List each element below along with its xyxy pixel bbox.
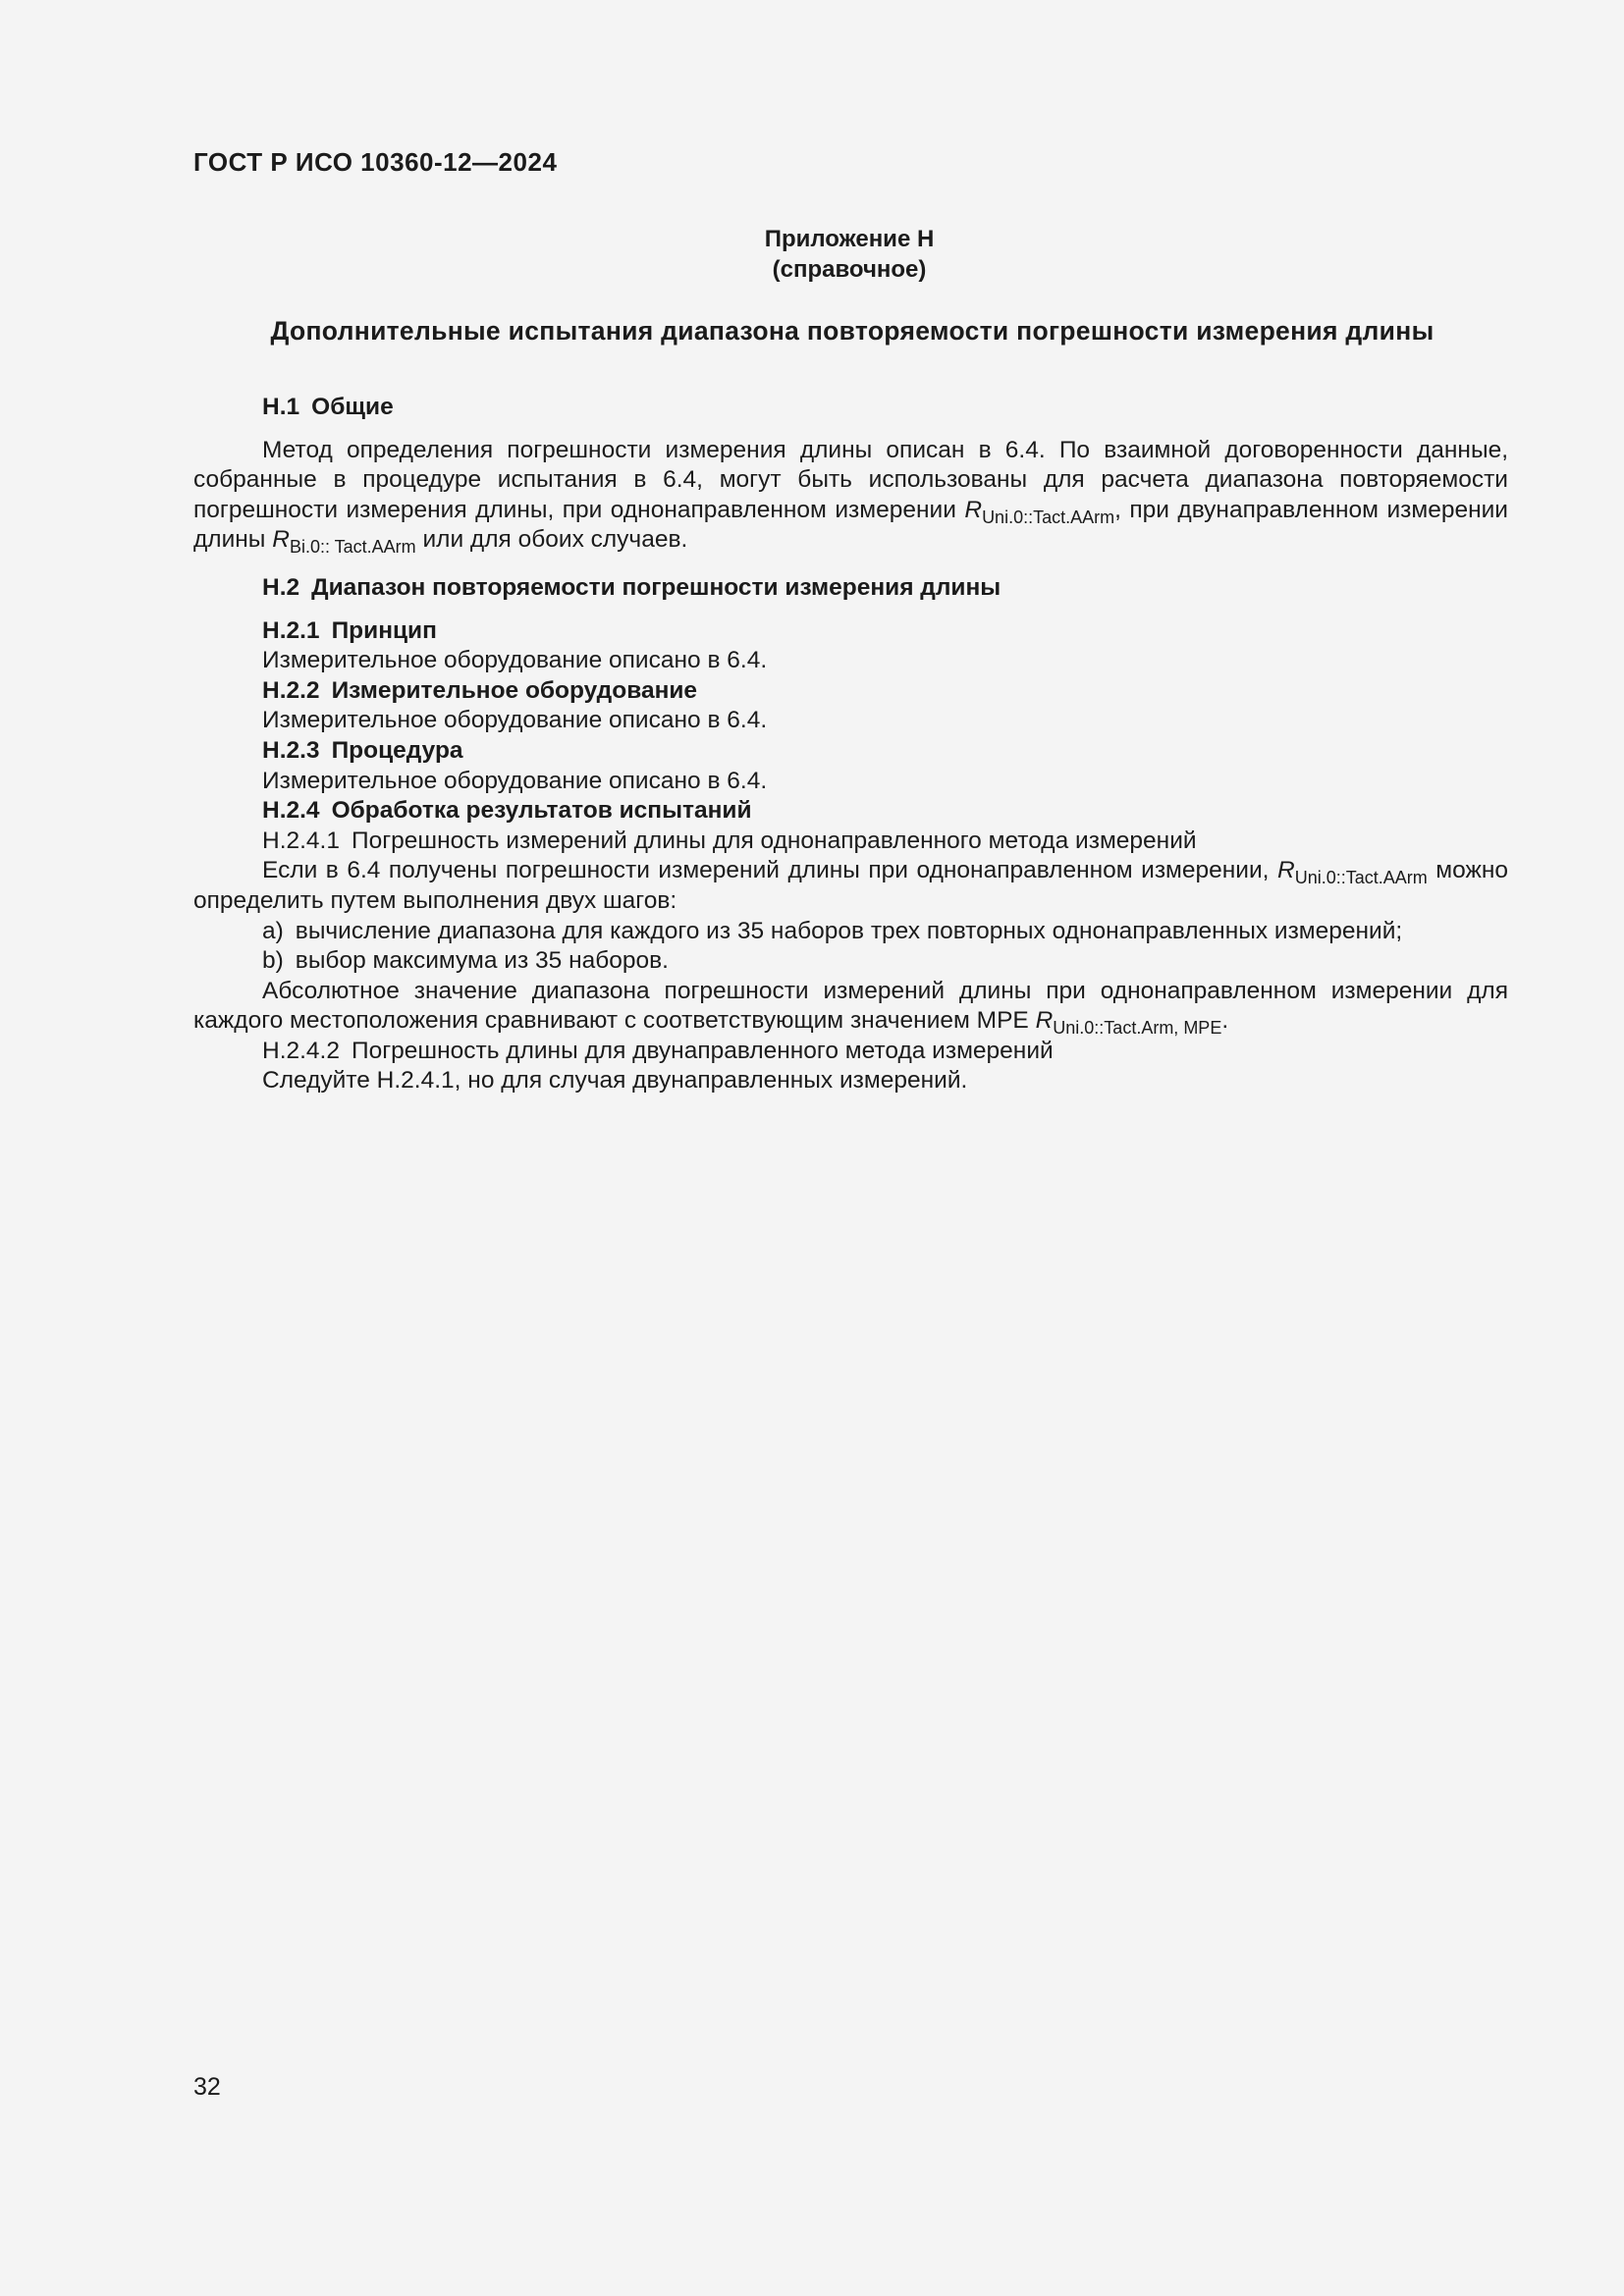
list-marker: b) (262, 947, 284, 975)
document-body (193, 393, 1508, 1096)
section-number: H.1 (262, 394, 300, 420)
variable-r: R (1277, 857, 1295, 884)
subscript: Bi.0:: Tact.AArm (289, 537, 416, 558)
paragraph-h22: Измерительное оборудование описано в 6.4. (262, 707, 768, 734)
section-number: H.2.4.1 (262, 827, 340, 854)
section-number: H.2.1 (262, 616, 320, 644)
paragraph-h23: Измерительное оборудование описано в 6.4. (262, 767, 768, 794)
text-run: Абсолютное значение диапазона погрешности измерений длины при однонаправленном измерении для каждого местоположения сравнивают с соответствующим значением MPE (193, 977, 1508, 1035)
variable-r: R (1035, 1007, 1054, 1035)
section-heading-h24 (193, 796, 1508, 827)
paragraph-h1 (193, 436, 1508, 556)
section-number: H.2.2 (262, 676, 320, 704)
appendix-label: Приложение H (764, 226, 935, 252)
section-title: Погрешность измерений длины для однонаправленного метода измерений (352, 827, 1197, 854)
text-run: , при двунаправленном измерении длины (193, 496, 1508, 554)
subsection-heading-h242 (193, 1037, 1508, 1067)
list-item-text: вычисление диапазона для каждого из 35 наборов трех повторных однонаправленных измерений; (295, 917, 1403, 944)
appendix-title: Дополнительные испытания диапазона повторяемости погрешности измерения длины (270, 316, 1435, 346)
text-run: . (1221, 1007, 1229, 1035)
section-number: H.2.3 (262, 736, 320, 764)
list-marker: a) (262, 917, 284, 944)
section-title: Диапазон повторяемости погрешности измерения длины (311, 573, 1001, 601)
section-title: Принцип (331, 616, 437, 644)
standard-code-header: ГОСТ Р ИСО 10360-12—2024 (193, 147, 558, 177)
list-item-a (193, 917, 1508, 947)
section-title: Процедура (331, 736, 463, 764)
paragraph-h241 (193, 856, 1508, 916)
subsection-heading-h241 (193, 827, 1508, 857)
section-heading-h22 (193, 676, 1508, 707)
variable-r: R (272, 526, 290, 554)
section-heading-h23 (193, 736, 1508, 767)
paragraph-h242: Следуйте H.2.4.1, но для случая двунаправленных измерений. (262, 1067, 968, 1095)
section-title: Обработка результатов испытаний (331, 797, 752, 825)
section-title: Измерительное оборудование (331, 676, 698, 704)
section-number: H.2.4.2 (262, 1037, 340, 1064)
section-heading-h2 (193, 573, 1508, 604)
text-run: или для обоих случаев. (415, 526, 688, 554)
text-run: Если в 6.4 получены погрешности измерений длины при однонаправленном измерении, (262, 857, 1277, 884)
page-number: 32 (193, 2073, 221, 2101)
appendix-kind: (справочное) (772, 256, 927, 283)
variable-r: R (964, 496, 983, 523)
list-item-b (193, 946, 1508, 977)
section-number: H.2 (262, 573, 300, 601)
paragraph-h241-mpe (193, 977, 1508, 1037)
section-title: Погрешность длины для двунаправленного метода измерений (352, 1037, 1054, 1064)
list-item-text: выбор максимума из 35 наборов. (295, 947, 669, 975)
paragraph-h21: Измерительное оборудование описано в 6.4. (262, 647, 768, 674)
section-number: H.2.4 (262, 797, 320, 825)
appendix-heading (0, 224, 1624, 285)
subscript: Uni.0::Tact.Arm, MPE (1053, 1018, 1222, 1039)
text-run: можно определить путем выполнения двух шагов: (193, 857, 1509, 914)
subscript: Uni.0::Tact.AArm (982, 507, 1115, 527)
section-heading-h21 (193, 616, 1508, 647)
subscript: Uni.0::Tact.AArm (1294, 868, 1428, 888)
section-title: Общие (311, 394, 394, 420)
section-heading-h1 (193, 393, 1508, 423)
text-run: Метод определения погрешности измерения длины описан в 6.4. По взаимной договоренности данные, собранные в процедуре испытания в 6.4, могут быть использованы для расчета диапазона повторяемости погрешности измерения длины, при однонаправленном измерении (193, 436, 1508, 523)
